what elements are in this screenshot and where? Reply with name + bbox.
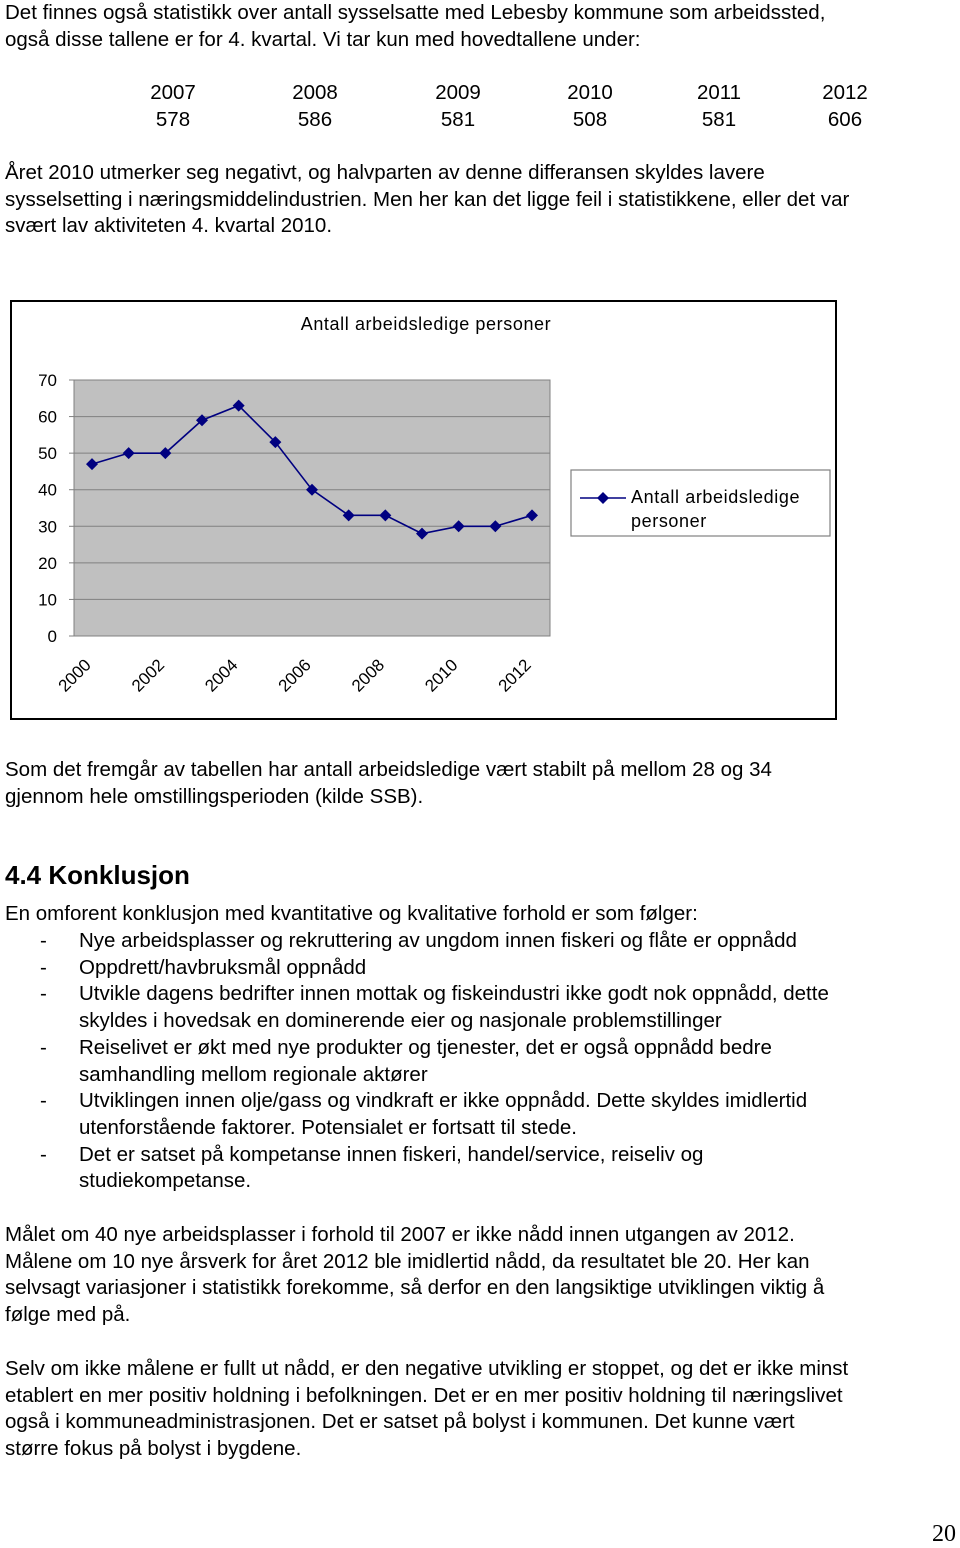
year-cell: 2009 bbox=[435, 81, 481, 104]
bullet-dash: - bbox=[40, 982, 47, 1006]
after-chart-paragraph bbox=[5, 757, 957, 810]
list-item bbox=[5, 955, 957, 982]
y-tick-label: 70 bbox=[38, 371, 57, 390]
x-tick-label: 2000 bbox=[54, 655, 95, 696]
text-line: Målet om 40 nye arbeidsplasser i forhold til 2007 er ikke nådd innen utgangen av 2012. bbox=[5, 1223, 795, 1246]
x-tick-label: 2010 bbox=[421, 655, 462, 696]
list-item bbox=[5, 1142, 957, 1195]
text-line: gjennom hele omstillingsperioden (kilde SSB). bbox=[5, 784, 424, 808]
list-item bbox=[5, 1035, 957, 1088]
plot-area bbox=[74, 380, 550, 636]
list-item-text: Reiselivet er økt med nye produkter og tjenester, det er også oppnådd bedre bbox=[79, 1035, 772, 1059]
list-item-text: Det er satset på kompetanse innen fiskeri, handel/service, reiseliv og bbox=[79, 1142, 704, 1166]
intro-line: også disse tallene er for 4. kvartal. Vi tar kun med hovedtallene under: bbox=[5, 27, 641, 51]
page-number: 20 bbox=[932, 1521, 956, 1547]
y-tick-label: 10 bbox=[38, 590, 57, 610]
year-cell: 2010 bbox=[567, 81, 613, 104]
bullet-dash: - bbox=[40, 1089, 47, 1113]
value-cell: 581 bbox=[440, 108, 476, 131]
list-item-text: Nye arbeidsplasser og rekruttering av ungdom innen fiskeri og flåte er oppnådd bbox=[79, 929, 797, 952]
bullet-dash: - bbox=[40, 955, 47, 979]
text-line: etablert en mer positiv holdning i befolkningen. Det er en mer positiv holdning til næringslivet bbox=[5, 1383, 843, 1407]
legend-label: personer bbox=[631, 511, 707, 531]
text-line: følge med på. bbox=[5, 1303, 131, 1327]
x-tick-label: 2004 bbox=[201, 655, 242, 696]
bullet-dash: - bbox=[40, 1142, 47, 1166]
year-cell: 2008 bbox=[292, 81, 338, 104]
value-cell: 606 bbox=[827, 108, 863, 131]
value-cell: 508 bbox=[572, 108, 608, 131]
y-tick-label: 40 bbox=[38, 480, 57, 500]
value-cell: 578 bbox=[155, 108, 191, 131]
list-item-text: utenforstående faktorer. Potensialet er fortsatt til stede. bbox=[79, 1115, 577, 1139]
text-line: større fokus på bolyst i bygdene. bbox=[5, 1437, 302, 1461]
list-item-text: studiekompetanse. bbox=[79, 1169, 252, 1193]
text-line: Målene om 10 nye årsverk for året 2012 ble imidlertid nådd, da resultatet ble 20. Her kan bbox=[5, 1249, 810, 1273]
text-line: Året 2010 utmerker seg negativt, og halvparten av denne differansen skyldes lavere bbox=[5, 161, 765, 184]
unemployment-chart bbox=[10, 300, 837, 720]
list-item bbox=[5, 981, 957, 1034]
year-cell: 2012 bbox=[822, 81, 868, 104]
list-item-text: samhandling mellom regionale aktører bbox=[79, 1062, 428, 1086]
list-item bbox=[5, 928, 957, 955]
final-paragraph bbox=[5, 1356, 957, 1463]
conclusion-list bbox=[5, 928, 957, 1195]
y-tick-label: 60 bbox=[38, 407, 57, 427]
x-tick-label: 2012 bbox=[494, 655, 535, 696]
bullet-dash: - bbox=[40, 929, 47, 952]
employment-years-row bbox=[0, 80, 960, 106]
text-line: også i kommuneadministrasjonen. Det er satset på bolyst i kommunen. Det kunne vært bbox=[5, 1410, 795, 1434]
list-item-text: skyldes i hovedsak en dominerende eier og nasjonale problemstillinger bbox=[79, 1009, 722, 1033]
x-tick-label: 2002 bbox=[127, 655, 169, 696]
section-intro: En omforent konklusjon med kvantitative og kvalitative forhold er som følger: bbox=[5, 902, 698, 925]
list-item-text: Utvikle dagens bedrifter innen mottak og fiskeindustri ikke godt nok oppnådd, dette bbox=[79, 982, 829, 1006]
y-tick-label: 0 bbox=[47, 627, 57, 646]
paragraph-2010 bbox=[5, 160, 957, 240]
legend bbox=[571, 470, 830, 536]
section-heading: 4.4 Konklusjon bbox=[5, 860, 190, 890]
legend-label: Antall arbeidsledige bbox=[631, 487, 801, 507]
intro-paragraph bbox=[5, 0, 957, 53]
text-line: selvsagt variasjoner i statistikk forekomme, så derfor en den langsiktige utviklingen viktig å bbox=[5, 1276, 825, 1300]
goals-paragraph bbox=[5, 1222, 957, 1329]
value-cell: 581 bbox=[701, 108, 737, 131]
text-line: Som det fremgår av tabellen har antall arbeidsledige vært stabilt på mellom 28 og 34 bbox=[5, 758, 772, 781]
intro-line: Det finnes også statistikk over antall sysselsatte med Lebesby kommune som arbeidssted, bbox=[5, 1, 826, 24]
list-item bbox=[5, 1088, 957, 1141]
x-tick-label: 2006 bbox=[274, 655, 315, 696]
y-tick-label: 20 bbox=[38, 553, 57, 573]
chart-title: Antall arbeidsledige personer bbox=[300, 314, 552, 334]
x-tick-label: 2008 bbox=[347, 655, 389, 696]
list-item-text: Oppdrett/havbruksmål oppnådd bbox=[79, 955, 367, 979]
value-cell: 586 bbox=[297, 108, 333, 131]
year-cell: 2011 bbox=[696, 81, 742, 104]
text-line: Selv om ikke målene er fullt ut nådd, er den negative utvikling er stoppet, og det er ikke minst bbox=[5, 1357, 849, 1380]
employment-values-row bbox=[0, 107, 960, 133]
list-item-text: Utviklingen innen olje/gass og vindkraft er ikke oppnådd. Dette skyldes imidlertid bbox=[79, 1089, 808, 1113]
text-line: sysselsetting i næringsmiddelindustrien. Men her kan det ligge feil i statistikkene, eller det var bbox=[5, 187, 850, 211]
y-tick-label: 50 bbox=[38, 444, 57, 464]
y-tick-label: 30 bbox=[38, 517, 57, 537]
bullet-dash: - bbox=[40, 1035, 47, 1059]
year-cell: 2007 bbox=[150, 81, 196, 104]
text-line: svært lav aktiviteten 4. kvartal 2010. bbox=[5, 214, 333, 238]
